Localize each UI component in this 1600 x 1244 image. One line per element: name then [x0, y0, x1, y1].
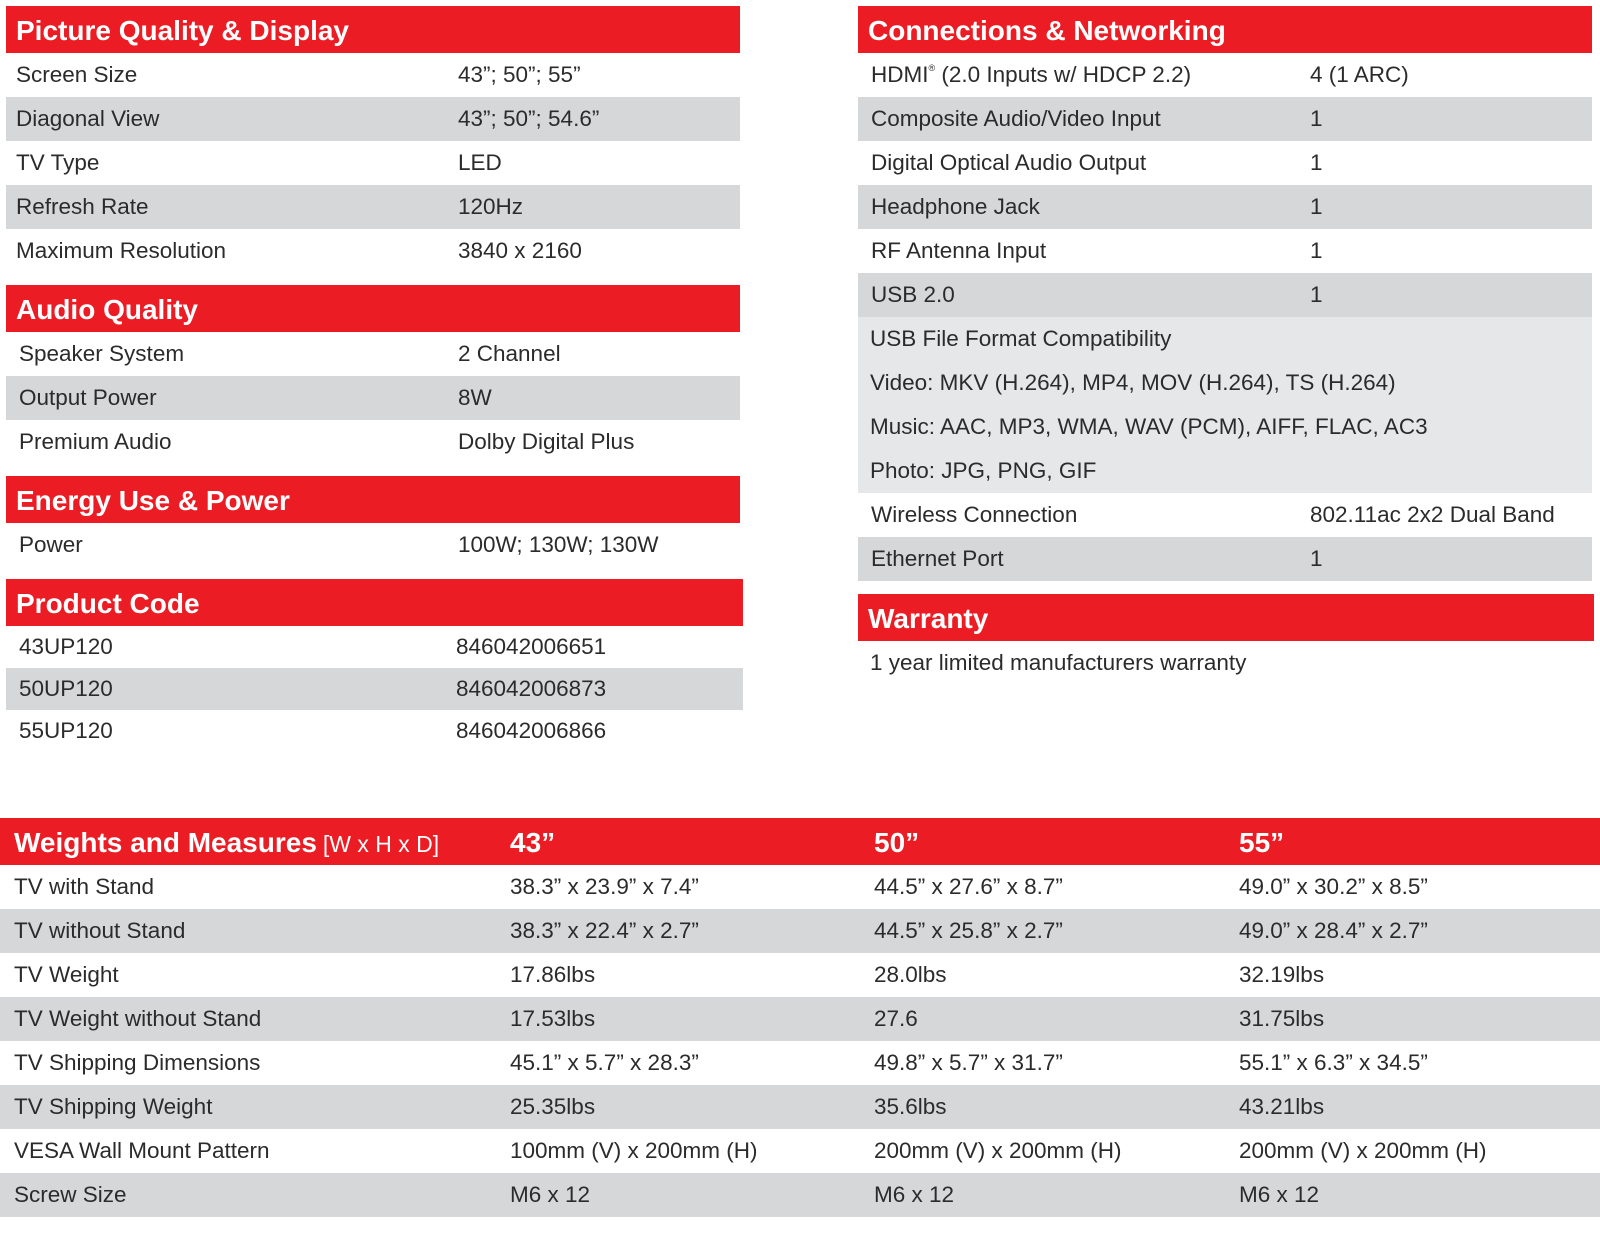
spec-value: 43”; 50”; 54.6” [458, 106, 600, 131]
spec-label: TV Type [16, 150, 100, 175]
section-title: Picture Quality & Display [6, 6, 740, 53]
spec-label: Maximum Resolution [16, 238, 227, 263]
spec-row [6, 185, 740, 229]
spec-value: 1 [1310, 282, 1323, 307]
row-label: TV Shipping Dimensions [14, 1050, 261, 1075]
spec-label: Wireless Connection [871, 502, 1078, 527]
cell-55: 200mm (V) x 200mm (H) [1239, 1138, 1487, 1163]
usb-compat-title: USB File Format Compatibility [870, 326, 1172, 351]
spec-row [858, 537, 1592, 581]
table-row [0, 997, 1600, 1041]
cell-50: 28.0lbs [874, 962, 947, 987]
upc-code: 846042006866 [456, 718, 607, 743]
spec-row [6, 97, 740, 141]
column-header-55: 55” [1239, 827, 1285, 858]
cell-43: 25.35lbs [510, 1094, 596, 1119]
spec-value: 120Hz [458, 194, 524, 219]
spec-row [858, 53, 1592, 97]
cell-43: 17.86lbs [510, 962, 596, 987]
cell-50: 35.6lbs [874, 1094, 947, 1119]
spec-label: RF Antenna Input [871, 238, 1047, 263]
cell-50: M6 x 12 [874, 1182, 955, 1207]
spec-row [858, 273, 1592, 317]
spec-row [6, 420, 740, 464]
model-code: 50UP120 [19, 676, 113, 701]
spec-label: Digital Optical Audio Output [871, 150, 1147, 175]
spec-label: Composite Audio/Video Input [871, 106, 1161, 131]
spec-label: Output Power [19, 385, 157, 410]
audio-quality-section [6, 285, 740, 464]
spec-value: 1 [1310, 150, 1323, 175]
cell-50: 27.6 [874, 1006, 918, 1031]
cell-43: 38.3” x 22.4” x 2.7” [510, 918, 699, 943]
cell-43: 45.1” x 5.7” x 28.3” [510, 1050, 699, 1075]
spec-label: Speaker System [19, 341, 185, 366]
row-label: VESA Wall Mount Pattern [14, 1138, 270, 1163]
table-row [0, 865, 1600, 909]
spec-label: Power [19, 532, 83, 557]
usb-compat-music: Music: AAC, MP3, WMA, WAV (PCM), AIFF, FLAC, AC3 [870, 414, 1428, 439]
picture-quality-section [6, 6, 740, 273]
warranty-text: 1 year limited manufacturers warranty [870, 650, 1247, 675]
spec-value: 802.11ac 2x2 Dual Band [1310, 502, 1555, 527]
spec-label: Screen Size [16, 62, 138, 87]
cell-55: 31.75lbs [1239, 1006, 1325, 1031]
section-title: Audio Quality [6, 285, 740, 332]
cell-55: M6 x 12 [1239, 1182, 1320, 1207]
usb-compat-video: Video: MKV (H.264), MP4, MOV (H.264), TS (H.264) [870, 370, 1396, 395]
section-title: Energy Use & Power [6, 476, 740, 523]
section-title: Connections & Networking [858, 6, 1592, 53]
spec-row [6, 710, 743, 752]
table-row [0, 1173, 1600, 1217]
usb-compat-block [858, 317, 1592, 493]
spec-row [6, 668, 743, 710]
cell-55: 49.0” x 28.4” x 2.7” [1239, 918, 1428, 943]
cell-55: 32.19lbs [1239, 962, 1325, 987]
cell-55: 43.21lbs [1239, 1094, 1325, 1119]
spec-label: Ethernet Port [871, 546, 1004, 571]
energy-section [6, 476, 740, 567]
spec-value: 100W; 130W; 130W [458, 532, 659, 557]
upc-code: 846042006651 [456, 634, 607, 659]
row-label: TV without Stand [14, 918, 186, 943]
cell-50: 44.5” x 25.8” x 2.7” [874, 918, 1063, 943]
cell-50: 200mm (V) x 200mm (H) [874, 1138, 1122, 1163]
table-row [0, 1041, 1600, 1085]
usb-compat-photo: Photo: JPG, PNG, GIF [870, 458, 1097, 483]
spec-value: 1 [1310, 194, 1323, 219]
spec-row [6, 53, 740, 97]
spec-value: 2 Channel [458, 341, 561, 366]
cell-43: 17.53lbs [510, 1006, 596, 1031]
column-header-50: 50” [874, 827, 920, 858]
spec-row [858, 185, 1592, 229]
model-code: 55UP120 [19, 718, 113, 743]
weights-header [0, 818, 1600, 865]
spec-row [858, 97, 1592, 141]
spec-row [6, 376, 740, 420]
spec-label: Refresh Rate [16, 194, 149, 219]
table-row [0, 909, 1600, 953]
model-code: 43UP120 [19, 634, 113, 659]
cell-43: 38.3” x 23.9” x 7.4” [510, 874, 699, 899]
spec-value: 1 [1310, 238, 1323, 263]
spec-row [6, 141, 740, 185]
table-row [0, 1085, 1600, 1129]
spec-value: 8W [458, 385, 492, 410]
cell-55: 55.1” x 6.3” x 34.5” [1239, 1050, 1428, 1075]
cell-50: 44.5” x 27.6” x 8.7” [874, 874, 1063, 899]
row-label: Screw Size [14, 1182, 127, 1207]
section-title: Product Code [6, 579, 743, 626]
weights-measures-section [0, 818, 1600, 1217]
spec-value: 4 (1 ARC) [1310, 62, 1409, 87]
row-label: TV Weight [14, 962, 119, 987]
spec-label: Diagonal View [16, 106, 160, 131]
spec-row [858, 229, 1592, 273]
spec-row [6, 332, 740, 376]
cell-43: M6 x 12 [510, 1182, 591, 1207]
spec-value: 43”; 50”; 55” [458, 62, 581, 87]
connections-section [858, 6, 1592, 581]
spec-value: 1 [1310, 106, 1323, 131]
warranty-section [858, 594, 1594, 685]
cell-50: 49.8” x 5.7” x 31.7” [874, 1050, 1063, 1075]
spec-row [6, 229, 740, 273]
spec-label: USB 2.0 [871, 282, 955, 307]
upc-code: 846042006873 [456, 676, 607, 701]
table-row [0, 953, 1600, 997]
column-header-43: 43” [510, 827, 556, 858]
section-subtitle: [W x H x D] [322, 831, 440, 857]
spec-row [6, 626, 743, 668]
spec-row [858, 493, 1592, 537]
table-row [0, 1129, 1600, 1173]
registered-mark: ® [928, 63, 936, 73]
spec-label: HDMI® (2.0 Inputs w/ HDCP 2.2) [871, 62, 1192, 87]
product-code-section [6, 579, 743, 752]
spec-value: LED [458, 150, 502, 175]
row-label: TV with Stand [14, 874, 155, 899]
spec-row [6, 523, 740, 567]
spec-label: Headphone Jack [871, 194, 1040, 219]
cell-43: 100mm (V) x 200mm (H) [510, 1138, 758, 1163]
spec-value: 1 [1310, 546, 1323, 571]
section-title: Warranty [858, 594, 1594, 641]
cell-55: 49.0” x 30.2” x 8.5” [1239, 874, 1428, 899]
spec-row [858, 141, 1592, 185]
row-label: TV Shipping Weight [14, 1094, 213, 1119]
spec-label: Premium Audio [19, 429, 172, 454]
spec-value: Dolby Digital Plus [458, 429, 635, 454]
row-label: TV Weight without Stand [14, 1006, 262, 1031]
section-title: Weights and Measures [14, 827, 317, 858]
spec-value: 3840 x 2160 [458, 238, 582, 263]
